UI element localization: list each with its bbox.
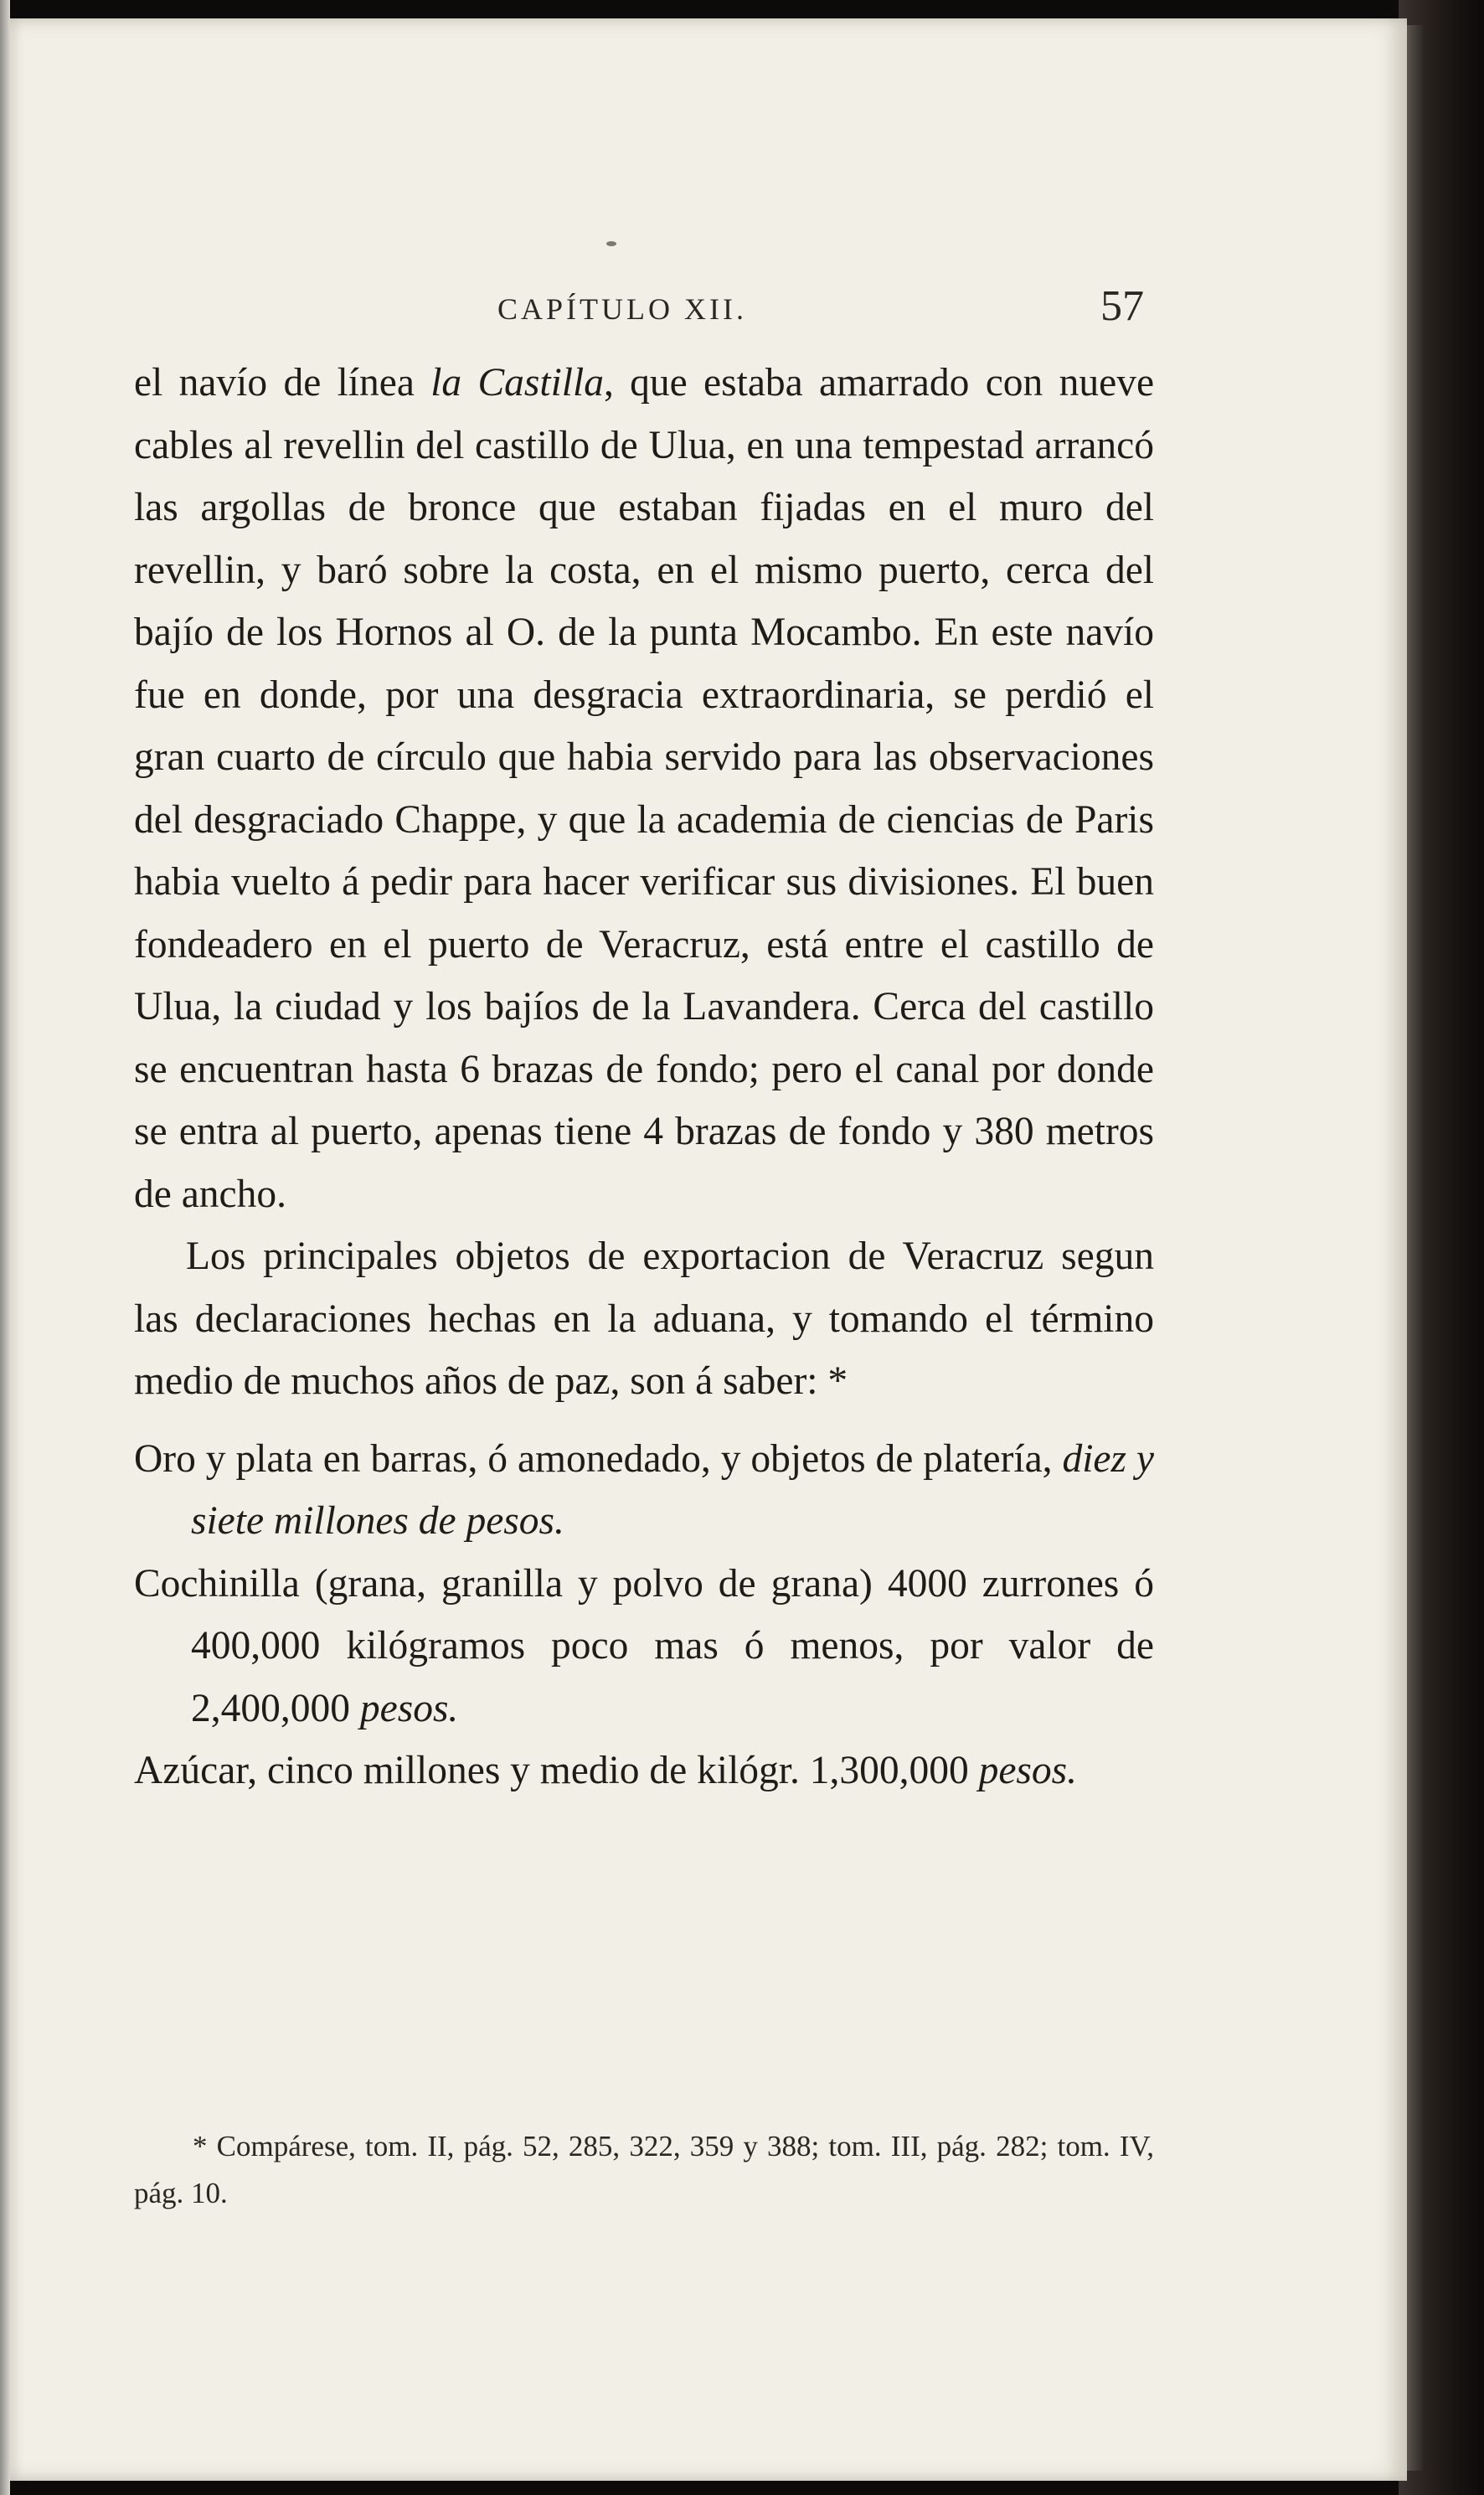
chapter-title: CAPÍTULO XII. bbox=[497, 292, 747, 326]
ink-speck bbox=[606, 241, 616, 246]
main-text bbox=[134, 352, 1154, 1802]
item-value: pesos. bbox=[359, 1686, 459, 1730]
item-text: Oro y plata en barras, ó amonedado, y objetos de platería, bbox=[134, 1436, 1063, 1481]
page-number: 57 bbox=[1100, 282, 1144, 330]
paragraph-1 bbox=[134, 352, 1154, 1225]
list-item bbox=[134, 1553, 1154, 1740]
binding-edge bbox=[1405, 25, 1424, 2471]
item-text: Azúcar, cinco millones y medio de kilógr. 1,300,000 bbox=[134, 1749, 979, 1792]
export-list bbox=[134, 1428, 1154, 1802]
paragraph-1-text-a: el navío de línea bbox=[134, 361, 431, 405]
item-text: Cochinilla (grana, granilla y polvo de grana) 4000 zurrones ó 400,000 kilógramos poco mas ó menos, por valor de 2,400,000 bbox=[134, 1561, 1154, 1730]
page-left-edge bbox=[0, 0, 10, 2495]
paragraph-1-text-b: , que estaba amarrado con nueve cables al revellin del castillo de Ulua, en una tempestad arrancó las argollas de bronce que estaban fijadas en el muro del revellin, y baró sobre la costa, en el mismo puerto, cerca del bajío de los Hornos al O. de la punta Mocambo. En este navío fue en donde, por una desgracia extraordinaria, se perdió el gran cuarto de círculo que habia servido para las observaciones del desgraciado Chappe, y que la academia de ciencias de Paris habia vuelto á pedir para hacer verificar sus divisiones. El buen fondeadero en el puerto de Veracruz, está entre el castillo de Ulua, la ciudad y los bajíos de la Lavandera. Cerca del castillo se encuentran hasta 6 brazas de fondo; pero el canal por donde se entra al puerto, apenas tiene 4 brazas de fondo y 380 metros de ancho. bbox=[134, 361, 1155, 1216]
book-page bbox=[10, 18, 1407, 2481]
ship-name: la Castilla bbox=[430, 361, 604, 405]
footnote: * Compárese, tom. II, pág. 52, 285, 322, 359 y 388; tom. III, pág. 282; tom. IV, pág. 10. bbox=[134, 2130, 1154, 2209]
paragraph-2: Los principales objetos de exportacion de Veracruz segun las declaraciones hechas en la aduana, y tomando el término medio de muchos años de paz, son á saber: * bbox=[134, 1235, 1154, 1403]
running-header bbox=[10, 282, 1407, 335]
item-value: diez y siete millones de pesos. bbox=[191, 1436, 1154, 1543]
list-item bbox=[134, 1740, 1154, 1802]
item-value: pesos. bbox=[978, 1749, 1078, 1792]
list-item bbox=[134, 1428, 1154, 1553]
